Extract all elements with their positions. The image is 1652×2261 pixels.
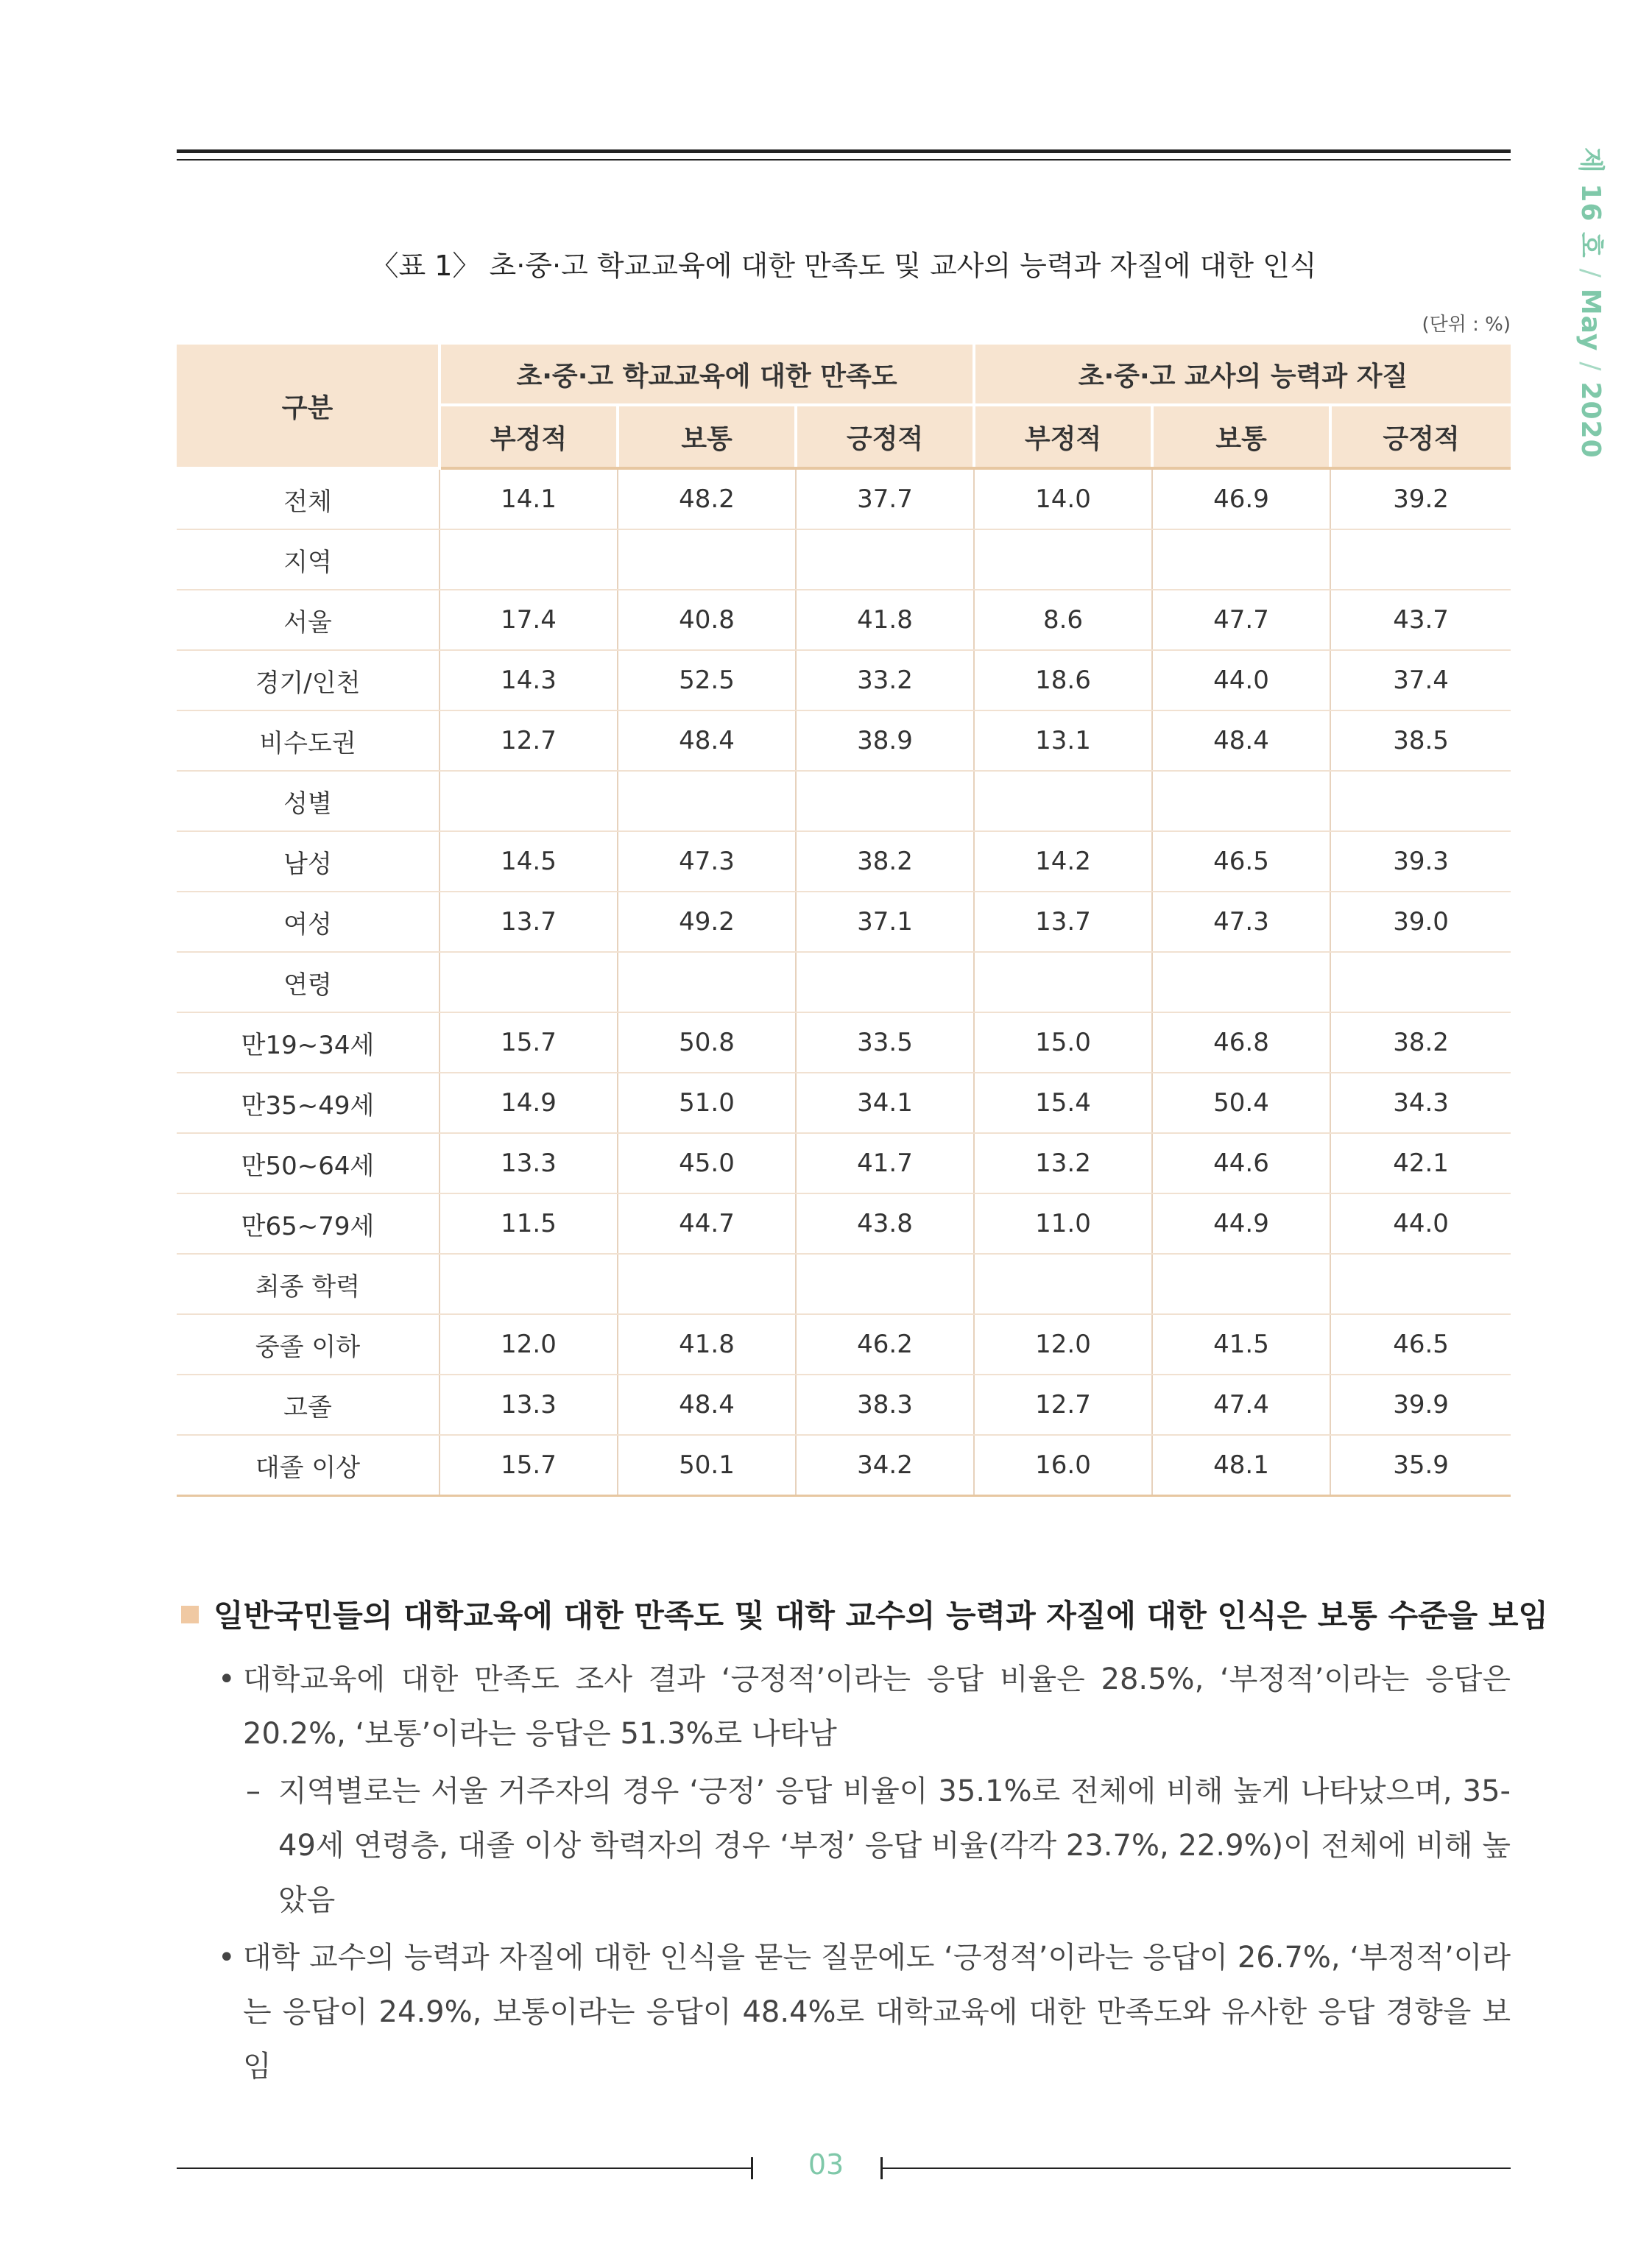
table-cell [974, 771, 1152, 831]
row-label: 성별 [177, 771, 440, 831]
section-heading [177, 1590, 1548, 1642]
table-cell: 50.1 [618, 1435, 796, 1496]
table-cell: 47.3 [1152, 892, 1330, 952]
table-cell [618, 771, 796, 831]
table-cell: 40.8 [618, 590, 796, 650]
table-cell [974, 952, 1152, 1012]
table-cell: 11.5 [440, 1193, 618, 1254]
side-issue-label [1564, 147, 1616, 459]
table-cell [618, 952, 796, 1012]
table-cell: 47.7 [1152, 590, 1330, 650]
table-cell: 38.3 [796, 1375, 974, 1435]
paragraph-professor-competence [218, 1930, 1511, 2094]
table-cell: 14.1 [440, 468, 618, 529]
table-cell: 39.0 [1330, 892, 1511, 952]
separator: / [1575, 361, 1606, 372]
table-cell: 39.2 [1330, 468, 1511, 529]
footer-tick-left [751, 2157, 753, 2179]
table-cell: 47.3 [618, 831, 796, 892]
table-cell: 17.4 [440, 590, 618, 650]
table-cell: 13.3 [440, 1133, 618, 1193]
table-cell: 13.3 [440, 1375, 618, 1435]
table-cell [974, 1254, 1152, 1314]
table-cell: 34.3 [1330, 1073, 1511, 1133]
row-label: 중졸 이하 [177, 1314, 440, 1375]
bullet-dot-icon: • [218, 1662, 236, 1696]
separator: / [1575, 268, 1606, 278]
table-cell: 41.5 [1152, 1314, 1330, 1375]
table-cell: 37.4 [1330, 650, 1511, 710]
table-cell: 43.7 [1330, 590, 1511, 650]
table-cell: 38.2 [796, 831, 974, 892]
table-cell [1152, 771, 1330, 831]
issue-year: 2020 [1575, 381, 1606, 459]
table-cell: 15.4 [974, 1073, 1152, 1133]
row-label: 남성 [177, 831, 440, 892]
table-row [177, 1375, 1511, 1435]
table-row [177, 771, 1511, 831]
row-label: 고졸 [177, 1375, 440, 1435]
table-cell [1330, 952, 1511, 1012]
table-cell: 44.0 [1152, 650, 1330, 710]
table-cell: 34.2 [796, 1435, 974, 1496]
table-cell: 48.4 [1152, 710, 1330, 771]
table-cell [440, 1254, 618, 1314]
table-cell: 38.5 [1330, 710, 1511, 771]
table-cell: 37.1 [796, 892, 974, 952]
table-cell [440, 771, 618, 831]
table-cell: 39.9 [1330, 1375, 1511, 1435]
table-cell: 12.7 [440, 710, 618, 771]
row-label: 대졸 이상 [177, 1435, 440, 1496]
issue-month: May [1575, 288, 1606, 352]
table-cell: 12.7 [974, 1375, 1152, 1435]
table-row [177, 468, 1511, 529]
paragraph-text: 대학 교수의 능력과 자질에 대한 인식을 묻는 질문에도 ‘긍정적’이라는 응답이 26.7%, ‘부정적’이라는 응답이 24.9%, 보통이라는 응답이 48.4%로 대학교육에 대한 만족도와 유사한 응답 경향을 보임 [243, 1941, 1511, 2084]
table-cell: 37.7 [796, 468, 974, 529]
table-cell: 49.2 [618, 892, 796, 952]
table-cell [796, 952, 974, 1012]
table-cell [796, 771, 974, 831]
table-cell: 48.2 [618, 468, 796, 529]
table-cell: 8.6 [974, 590, 1152, 650]
table-cell: 50.8 [618, 1012, 796, 1073]
table-row [177, 952, 1511, 1012]
header-col: 긍정적 [796, 405, 974, 468]
paragraph-text: 지역별로는 서울 거주자의 경우 ‘긍정’ 응답 비율이 35.1%로 전체에 비해 높게 나타났으며, 35-49세 연령층, 대졸 이상 학력자의 경우 ‘부정’ 응답 비율(각각 23.7%, 22.9%)이 전체에 비해 높았음 [278, 1774, 1511, 1917]
table-row [177, 831, 1511, 892]
table-cell: 35.9 [1330, 1435, 1511, 1496]
table-cell: 44.0 [1330, 1193, 1511, 1254]
table-cell: 16.0 [974, 1435, 1152, 1496]
row-label: 경기/인천 [177, 650, 440, 710]
table-cell: 14.2 [974, 831, 1152, 892]
table-cell: 13.1 [974, 710, 1152, 771]
row-label: 지역 [177, 529, 440, 590]
header-group-school-satisfaction: 초·중·고 학교교육에 대한 만족도 [440, 345, 974, 405]
satisfaction-table [177, 345, 1511, 1497]
table-cell: 39.3 [1330, 831, 1511, 892]
table-cell: 18.6 [974, 650, 1152, 710]
header-category: 구분 [177, 345, 440, 468]
header-col: 부정적 [974, 405, 1152, 468]
table-cell: 48.4 [618, 710, 796, 771]
table-cell [796, 529, 974, 590]
row-label: 만35~49세 [177, 1073, 440, 1133]
paragraph-university-satisfaction [218, 1652, 1511, 1761]
row-label: 만19~34세 [177, 1012, 440, 1073]
table-cell: 14.3 [440, 650, 618, 710]
table-cell: 43.8 [796, 1193, 974, 1254]
table-cell [1152, 529, 1330, 590]
table-row [177, 1133, 1511, 1193]
unit-label: (단위 : %) [1422, 314, 1511, 336]
header-col: 부정적 [440, 405, 618, 468]
table-row [177, 529, 1511, 590]
table-cell: 48.4 [618, 1375, 796, 1435]
table-cell: 44.6 [1152, 1133, 1330, 1193]
table-cell: 44.7 [618, 1193, 796, 1254]
table-cell: 51.0 [618, 1073, 796, 1133]
table-cell: 41.8 [796, 590, 974, 650]
table-cell: 46.5 [1330, 1314, 1511, 1375]
row-label: 서울 [177, 590, 440, 650]
table-cell: 33.2 [796, 650, 974, 710]
table-row [177, 1314, 1511, 1375]
footer-rule-left [177, 2167, 752, 2169]
table-row [177, 1254, 1511, 1314]
table-cell: 48.1 [1152, 1435, 1330, 1496]
table-cell: 44.9 [1152, 1193, 1330, 1254]
table-cell [796, 1254, 974, 1314]
table-cell: 38.2 [1330, 1012, 1511, 1073]
row-label: 여성 [177, 892, 440, 952]
table-cell: 47.4 [1152, 1375, 1330, 1435]
row-label: 비수도권 [177, 710, 440, 771]
table-cell: 46.5 [1152, 831, 1330, 892]
table-cell: 15.7 [440, 1435, 618, 1496]
paragraph-regional-detail [246, 1764, 1511, 1927]
table-cell: 45.0 [618, 1133, 796, 1193]
table-cell: 41.7 [796, 1133, 974, 1193]
table-cell: 14.9 [440, 1073, 618, 1133]
table-row [177, 892, 1511, 952]
table-cell: 12.0 [440, 1314, 618, 1375]
table-cell: 42.1 [1330, 1133, 1511, 1193]
table-cell [618, 529, 796, 590]
table-cell: 33.5 [796, 1012, 974, 1073]
table-cell: 12.0 [974, 1314, 1152, 1375]
table-row [177, 710, 1511, 771]
table-cell: 46.2 [796, 1314, 974, 1375]
table-title: 〈표 1〉 초·중·고 학교교육에 대한 만족도 및 교사의 능력과 자질에 대한 인식 [370, 250, 1317, 282]
table-cell [618, 1254, 796, 1314]
table-cell: 38.9 [796, 710, 974, 771]
top-rule-thin [177, 159, 1511, 161]
table-cell: 13.7 [974, 892, 1152, 952]
table-row [177, 590, 1511, 650]
table-row [177, 650, 1511, 710]
table-cell: 14.0 [974, 468, 1152, 529]
table-cell [1330, 771, 1511, 831]
top-rule-thick [177, 149, 1511, 153]
table-row [177, 1073, 1511, 1133]
table-cell: 46.9 [1152, 468, 1330, 529]
table-cell [440, 529, 618, 590]
header-col: 보통 [618, 405, 796, 468]
table-cell: 15.0 [974, 1012, 1152, 1073]
table-cell [1330, 529, 1511, 590]
row-label: 만50~64세 [177, 1133, 440, 1193]
row-label: 전체 [177, 468, 440, 529]
table-cell: 34.1 [796, 1073, 974, 1133]
table-cell [974, 529, 1152, 590]
issue-number: 제 16 호 [1575, 147, 1606, 258]
table-row [177, 1193, 1511, 1254]
table-row [177, 1435, 1511, 1496]
table-cell: 14.5 [440, 831, 618, 892]
table-cell: 50.4 [1152, 1073, 1330, 1133]
row-label: 만65~79세 [177, 1193, 440, 1254]
table-cell [1152, 952, 1330, 1012]
table-cell: 11.0 [974, 1193, 1152, 1254]
table-cell [1330, 1254, 1511, 1314]
page-number: 03 [808, 2148, 844, 2181]
dash-icon: – [246, 1774, 261, 1808]
table-body [177, 468, 1511, 1496]
row-label: 최종 학력 [177, 1254, 440, 1314]
table-cell: 13.2 [974, 1133, 1152, 1193]
table-cell [1152, 1254, 1330, 1314]
section-heading-text: 일반국민들의 대학교육에 대한 만족도 및 대학 교수의 능력과 자질에 대한 인식은 보통 수준을 보임 [213, 1598, 1548, 1634]
paragraph-text: 대학교육에 대한 만족도 조사 결과 ‘긍정적’이라는 응답 비율은 28.5%, ‘부정적’이라는 응답은 20.2%, ‘보통’이라는 응답은 51.3%로 나타남 [243, 1662, 1511, 1751]
table-cell: 41.8 [618, 1314, 796, 1375]
table-cell: 13.7 [440, 892, 618, 952]
table-cell: 15.7 [440, 1012, 618, 1073]
header-col: 보통 [1152, 405, 1330, 468]
bullet-dot-icon: • [218, 1941, 236, 1975]
header-group-teacher-competence: 초·중·고 교사의 능력과 자질 [974, 345, 1511, 405]
table-cell [440, 952, 618, 1012]
row-label: 연령 [177, 952, 440, 1012]
bullet-square-icon [181, 1606, 199, 1623]
header-col: 긍정적 [1330, 405, 1511, 468]
table-cell: 46.8 [1152, 1012, 1330, 1073]
table-cell: 52.5 [618, 650, 796, 710]
table-row [177, 1012, 1511, 1073]
footer-rule-right [882, 2167, 1511, 2169]
